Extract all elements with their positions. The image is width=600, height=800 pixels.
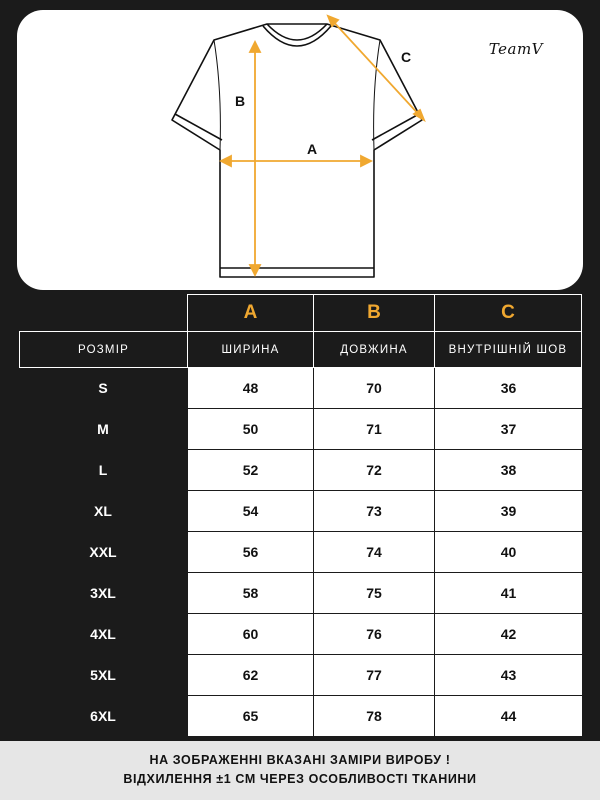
length-cell: 73	[313, 491, 434, 532]
label-b: B	[235, 93, 246, 109]
header-size: РОЗМІР	[19, 331, 187, 368]
width-cell: 58	[187, 573, 313, 614]
size-cell: XL	[19, 491, 187, 532]
disclaimer-note	[0, 741, 600, 800]
inseam-cell: 44	[434, 696, 582, 737]
length-cell: 71	[313, 409, 434, 450]
label-a: A	[307, 141, 318, 157]
letter-a: A	[187, 294, 313, 331]
width-cell: 56	[187, 532, 313, 573]
size-cell: S	[19, 368, 187, 409]
inseam-cell: 37	[434, 409, 582, 450]
table-row	[19, 450, 582, 491]
size-rows	[19, 368, 582, 737]
size-cell: 4XL	[19, 614, 187, 655]
size-cell: M	[19, 409, 187, 450]
size-cell: L	[19, 450, 187, 491]
length-cell: 77	[313, 655, 434, 696]
length-cell: 78	[313, 696, 434, 737]
width-cell: 48	[187, 368, 313, 409]
inseam-cell: 36	[434, 368, 582, 409]
label-c: C	[401, 49, 412, 65]
table-row	[19, 532, 582, 573]
letter-row	[19, 294, 582, 331]
brand-logo: TeamV	[488, 40, 543, 58]
letter-c: C	[434, 294, 582, 331]
width-cell: 62	[187, 655, 313, 696]
letter-b: B	[313, 294, 434, 331]
table-row	[19, 409, 582, 450]
width-cell: 50	[187, 409, 313, 450]
size-cell: XXL	[19, 532, 187, 573]
table-row	[19, 614, 582, 655]
size-cell: 5XL	[19, 655, 187, 696]
length-cell: 75	[313, 573, 434, 614]
inseam-cell: 43	[434, 655, 582, 696]
inseam-cell: 41	[434, 573, 582, 614]
header-row	[19, 331, 582, 368]
size-table	[19, 294, 582, 737]
table-row	[19, 368, 582, 409]
table-row	[19, 655, 582, 696]
inseam-cell: 40	[434, 532, 582, 573]
inseam-cell: 38	[434, 450, 582, 491]
header-length: ДОВЖИНА	[313, 331, 434, 368]
table-row	[19, 573, 582, 614]
inseam-cell: 39	[434, 491, 582, 532]
table-row	[19, 696, 582, 737]
inseam-cell: 42	[434, 614, 582, 655]
size-table-wrap	[19, 294, 582, 737]
width-cell: 60	[187, 614, 313, 655]
table-row	[19, 491, 582, 532]
measurement-lines	[221, 16, 424, 275]
length-cell: 74	[313, 532, 434, 573]
length-cell: 72	[313, 450, 434, 491]
width-cell: 54	[187, 491, 313, 532]
length-cell: 76	[313, 614, 434, 655]
note-line-2: ВІДХИЛЕННЯ ±1 СМ ЧЕРЕЗ ОСОБЛИВОСТІ ТКАНИНИ	[123, 772, 477, 786]
length-cell: 70	[313, 368, 434, 409]
empty-corner	[19, 294, 187, 331]
width-cell: 52	[187, 450, 313, 491]
tshirt-diagram-card	[17, 10, 583, 290]
tshirt-outline	[172, 24, 422, 277]
size-cell: 6XL	[19, 696, 187, 737]
header-inseam: ВНУТРІШНІЙ ШОВ	[434, 331, 582, 368]
size-cell: 3XL	[19, 573, 187, 614]
note-line-1: НА ЗОБРАЖЕННІ ВКАЗАНІ ЗАМІРИ ВИРОБУ !	[149, 753, 451, 767]
header-width: ШИРИНА	[187, 331, 313, 368]
width-cell: 65	[187, 696, 313, 737]
